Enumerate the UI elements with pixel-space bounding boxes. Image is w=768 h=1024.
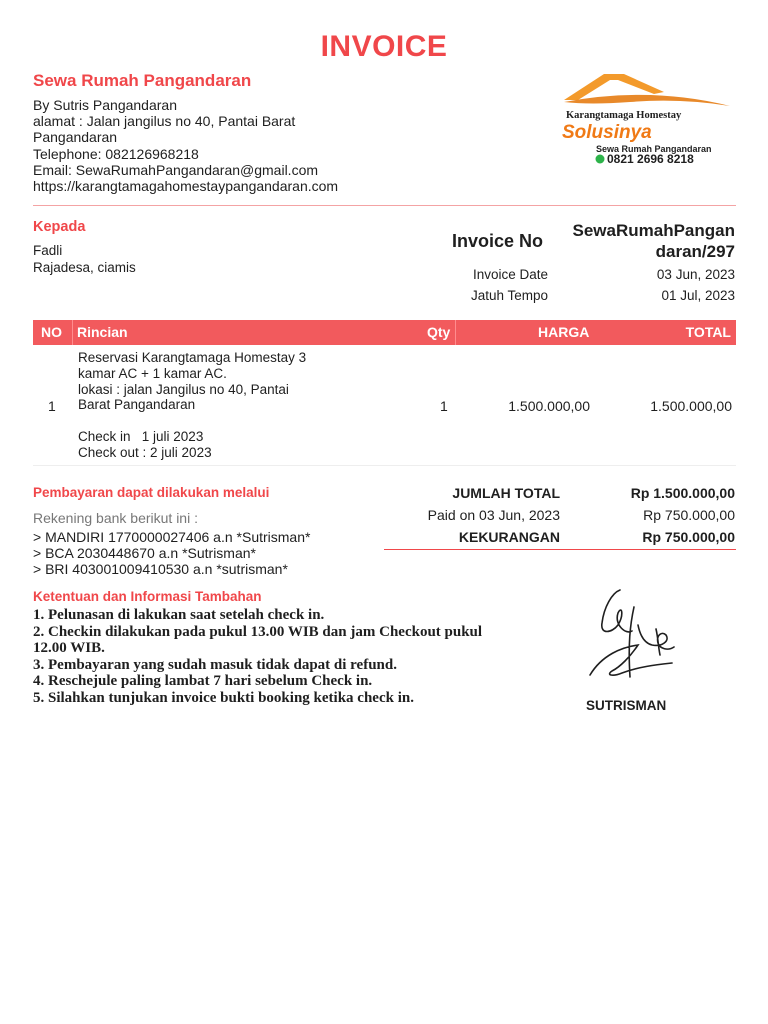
logo-line1: Karangtamaga Homestay: [566, 110, 682, 121]
invoice-title: INVOICE: [320, 30, 448, 63]
invoice-number-label: Invoice No: [452, 231, 544, 251]
client-address: Rajadesa, ciamis: [33, 259, 136, 275]
bank-bri: > BRI 403001009410530 a.n *sutrisman*: [33, 561, 288, 577]
invoice-number-line2: daran/297: [655, 242, 735, 261]
company-address-line1: alamat : Jalan jangilus no 40, Pantai Barat: [33, 113, 296, 130]
row-description: [78, 350, 368, 461]
invoice-number-value: [545, 220, 735, 262]
paid-value: Rp 750.000,00: [643, 507, 735, 523]
total-label: JUMLAH TOTAL: [452, 485, 560, 501]
balance-due-label: KEKURANGAN: [458, 529, 560, 545]
term-item: 3. Pembayaran yang sudah masuk tidak dapat di refund.: [33, 656, 397, 673]
row-qty: 1: [440, 398, 448, 414]
bank-mandiri: > MANDIRI 1770000027406 a.n *Sutrisman*: [33, 529, 311, 545]
desc-line: kamar AC + 1 kamar AC.: [78, 365, 227, 381]
desc-line: Reservasi Karangtamaga Homestay 3: [78, 350, 307, 365]
terms-list: [33, 607, 513, 707]
col-header-no: NO: [41, 324, 62, 340]
term-item: 5. Silahkan tunjukan invoice bukti booking ketika check in.: [33, 689, 414, 706]
bill-to-label: Kepada: [33, 219, 86, 235]
invoice-date-value: 03 Jun, 2023: [656, 267, 735, 282]
total-value: Rp 1.500.000,00: [630, 485, 735, 501]
company-phone: Telephone: 082126968218: [33, 145, 199, 162]
company-logo: [560, 72, 738, 168]
terms-heading: Ketentuan dan Informasi Tambahan: [33, 589, 262, 604]
desc-line: lokasi : jalan Jangilus no 40, Pantai: [78, 381, 289, 397]
term-item: 2. Checkin dilakukan pada pukul 13.00 WIB dan jam Checkout pukul: [33, 623, 483, 640]
bank-list: [33, 529, 310, 577]
logo-line2: Solusinya: [562, 122, 652, 143]
paid-label: Paid on 03 Jun, 2023: [427, 507, 560, 523]
invoice-number-line1: SewaRumahPangan: [572, 221, 735, 240]
whatsapp-icon: [596, 155, 605, 164]
company-email: Email: SewaRumahPangandaran@gmail.com: [33, 161, 319, 178]
balance-due-value: Rp 750.000,00: [642, 529, 735, 545]
signer-name: SUTRISMAN: [586, 698, 667, 713]
company-address-line2: Pangandaran: [33, 129, 118, 146]
logo-phone: 0821 2696 8218: [607, 152, 694, 166]
payment-heading: Pembayaran dapat dilakukan melalui: [33, 485, 270, 500]
company-details: [33, 97, 338, 194]
desc-line: Check out : 2 juli 2023: [78, 444, 212, 460]
col-header-total: TOTAL: [685, 324, 731, 340]
logo-line3: Sewa Rumah Pangandaran: [596, 144, 712, 154]
invoice-date-label: Invoice Date: [472, 267, 548, 282]
summary-divider: [384, 549, 736, 550]
header-divider: [33, 205, 736, 206]
payment-subheading: Rekening bank berikut ini :: [33, 510, 198, 526]
row-number: 1: [48, 398, 56, 414]
due-date-label: Jatuh Tempo: [470, 288, 548, 303]
desc-line: [78, 413, 368, 429]
signature-image: [582, 585, 682, 685]
row-price: 1.500.000,00: [508, 398, 590, 414]
row-total: 1.500.000,00: [650, 398, 732, 414]
col-header-price: HARGA: [538, 324, 590, 340]
desc-line: Barat Pangandaran: [78, 397, 196, 413]
company-name: Sewa Rumah Pangandaran: [33, 71, 252, 90]
table-bottom-divider: [33, 465, 736, 466]
col-header-desc: Rincian: [77, 324, 128, 340]
company-website: https://karangtamagahomestaypangandaran.com: [33, 178, 339, 195]
term-item: 4. Reschejule paling lambat 7 hari sebelum Check in.: [33, 673, 373, 690]
term-item: 1. Pelunasan di lakukan saat setelah check in.: [33, 607, 325, 623]
client-name: Fadli: [33, 243, 63, 258]
bill-to-details: [33, 243, 136, 276]
company-owner: By Sutris Pangandaran: [33, 97, 177, 113]
term-item: 12.00 WIB.: [33, 640, 105, 657]
bank-bca: > BCA 2030448670 a.n *Sutrisman*: [33, 545, 256, 561]
items-table-header: [33, 320, 736, 345]
desc-line: Check in 1 juli 2023: [78, 428, 204, 444]
col-header-qty: Qty: [427, 324, 451, 340]
due-date-value: 01 Jul, 2023: [661, 288, 735, 303]
